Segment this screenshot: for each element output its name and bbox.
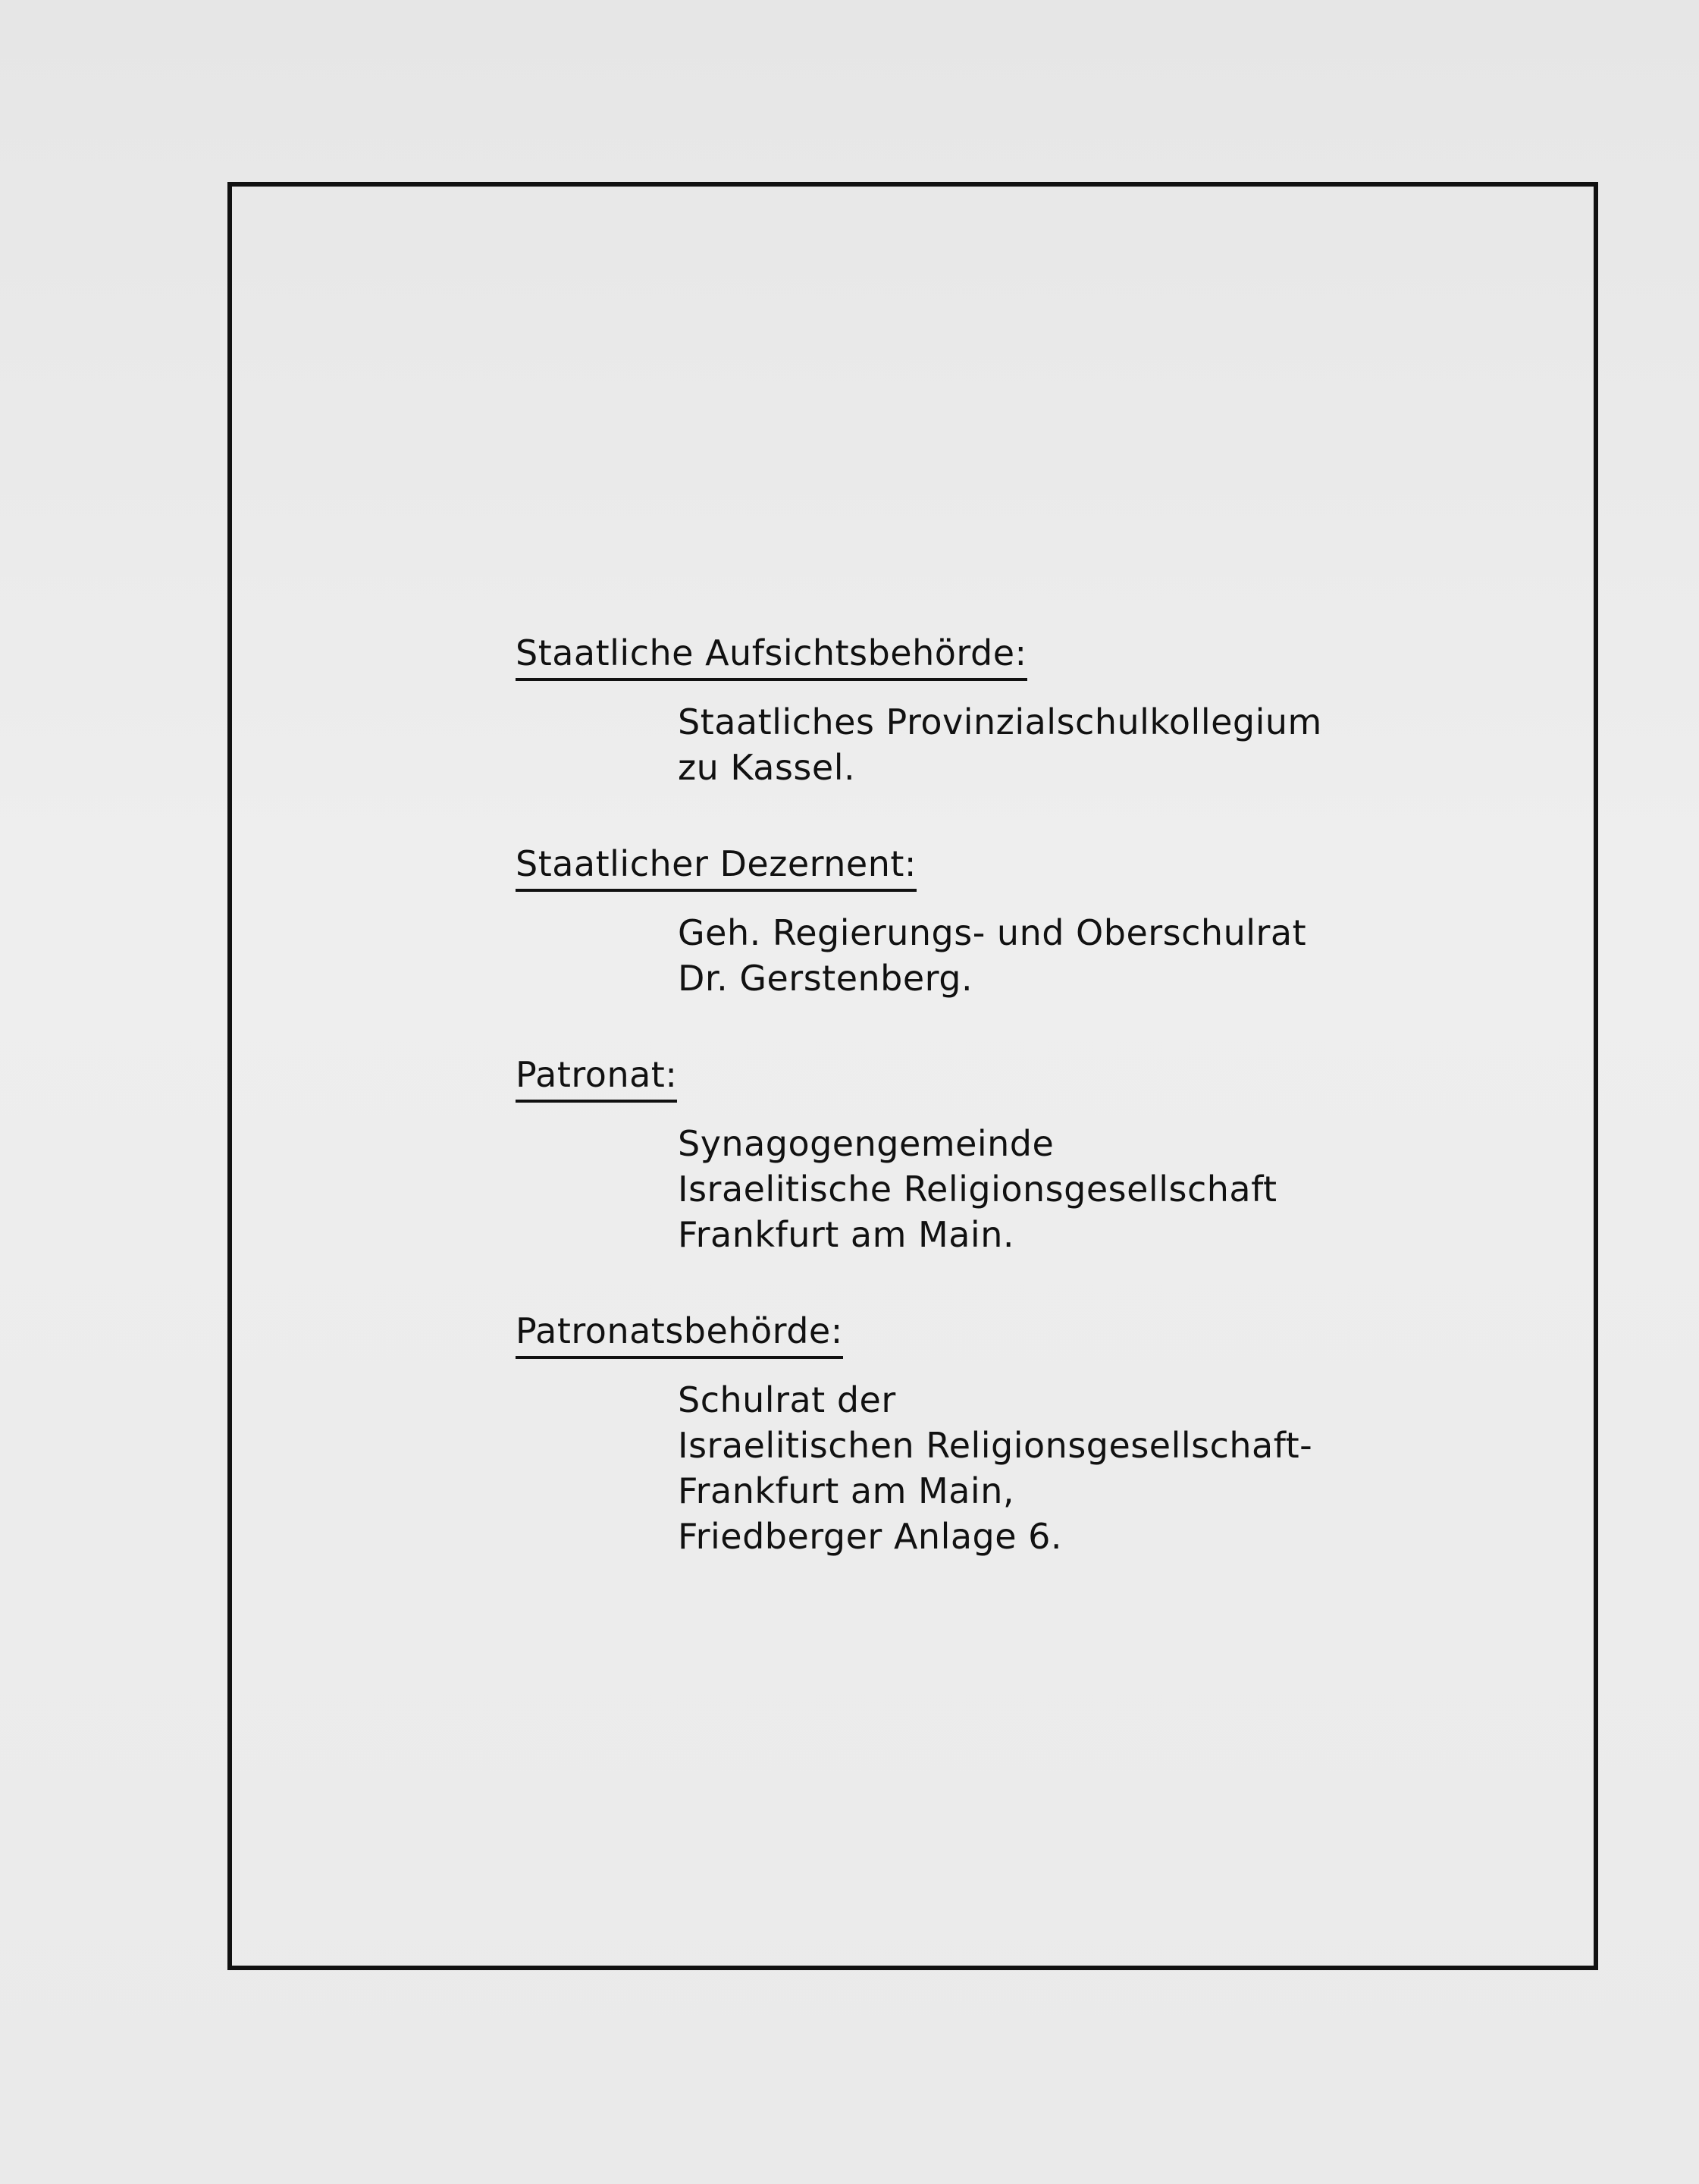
section-heading: Patronatsbehörde: (516, 1307, 843, 1359)
authorities-list (516, 629, 1349, 1609)
section-body (678, 1377, 1349, 1559)
section-line: Staatliches Provinzialschulkollegium (678, 701, 1322, 742)
section-line: Synagogengemeinde (678, 1123, 1055, 1164)
section-heading: Patronat: (516, 1051, 677, 1103)
section-patronage (516, 1051, 1349, 1257)
section-line: Friedberger Anlage 6. (678, 1516, 1063, 1557)
section-line: Dr. Gerstenberg. (678, 958, 973, 999)
section-body (678, 910, 1349, 1001)
section-line: Israelitischen Religionsgesellschaft- (678, 1425, 1313, 1466)
section-line: Frankfurt am Main, (678, 1470, 1014, 1511)
section-body (678, 699, 1349, 790)
section-supervisory-authority (516, 629, 1349, 790)
section-line: Frankfurt am Main. (678, 1214, 1014, 1255)
section-heading: Staatliche Aufsichtsbehörde: (516, 629, 1027, 681)
section-line: Geh. Regierungs- und Oberschulrat (678, 912, 1307, 953)
section-body (678, 1121, 1349, 1257)
section-line: zu Kassel. (678, 747, 856, 788)
section-heading: Staatlicher Dezernent: (516, 840, 917, 892)
section-patronage-authority (516, 1307, 1349, 1559)
section-state-officer (516, 840, 1349, 1001)
section-line: Schulrat der (678, 1379, 896, 1420)
section-line: Israelitische Religionsgesellschaft (678, 1169, 1277, 1210)
